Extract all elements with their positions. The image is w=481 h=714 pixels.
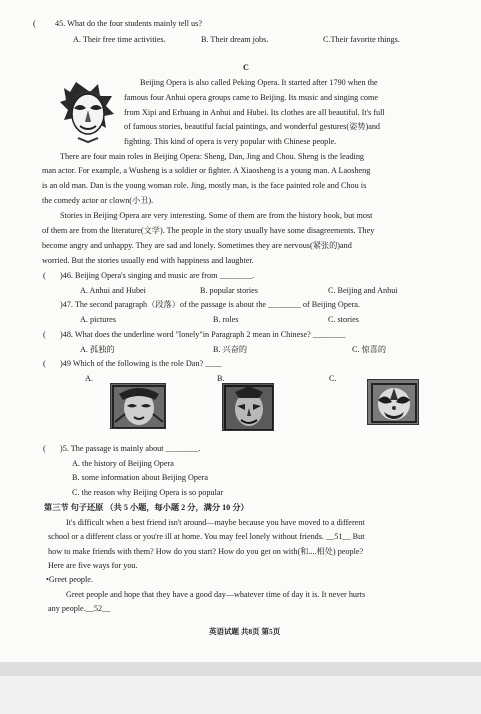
passage-p2-line: There are four main roles in Beijing Opera: Sheng, Dan, Jing and Chou. Sheng is the leading xyxy=(60,152,365,161)
q48-question: )48. What does the underline word "lonely"in Paragraph 2 mean in Chinese? ________ xyxy=(60,330,346,339)
q47-question: )47. The second paragraph（段落）of the passage is about the ________ of Beijing Opera. xyxy=(60,300,360,309)
passage-p1-line: fighting. This kind of opera is very popular with Chinese people. xyxy=(124,137,337,146)
opera-mask-icon xyxy=(56,78,120,144)
passage-p1-line: from Xipi and Erhuang in Anhui and Hubei. Its clothes are all beautiful. It's full xyxy=(124,108,385,117)
q45-option-b: B. Their dream jobs. xyxy=(201,35,269,44)
passage-p2-line: the comedy actor or clown(小丑). xyxy=(42,196,154,205)
tip-line: Greet people and hope that they have a good day—whatever time of day it is. It never hurts xyxy=(66,590,366,599)
section3-intro-line: Here are five ways for you. xyxy=(48,561,138,570)
q49-option-a: A. xyxy=(85,374,93,383)
q46-paren: ( xyxy=(43,271,46,280)
tip-line: any people.__52__ xyxy=(48,604,111,613)
opera-face-image-b xyxy=(222,383,274,431)
passage-p2-line: is an old man. Dan is the young woman role. Jing, mostly man, is the face painted role and Chou is xyxy=(42,181,367,190)
passage-p3-line: become angry and unhappy. They are sad and lonely. Sometimes they are nervous(紧张的)and xyxy=(42,241,352,250)
passage-p3-line: of them are from the literature(文学). The people in the story usually have some disagreements. They xyxy=(42,226,375,235)
q48-option-b: B. 兴奋的 xyxy=(213,345,248,354)
section3-heading: 第三节 句子还原 （共 5 小题，每小题 2 分，满分 10 分） xyxy=(44,503,249,512)
q45-paren: ( xyxy=(33,19,36,28)
q47-option-c: C. stories xyxy=(328,315,359,324)
q45-option-a: A. Their free time activities. xyxy=(73,35,166,44)
q46-option-c: C. Beijing and Anhui xyxy=(328,286,398,295)
q46-option-a: A. Anhui and Hubei xyxy=(80,286,146,295)
section3-intro-line: how to make friends with them? How do you start? How do you get on with(和....相处) people? xyxy=(48,547,364,556)
q45-option-c: C.Their favorite things. xyxy=(323,35,400,44)
passage-p1-line: Beijing Opera is also called Peking Opera. It started after 1790 when the xyxy=(140,78,378,87)
q46-option-b: B. popular stories xyxy=(200,286,258,295)
q47-option-a: A. pictures xyxy=(80,315,116,324)
q45-question: 45. What do the four students mainly tell us? xyxy=(55,19,202,28)
page-footer: 英语试题 共8页 第5页 xyxy=(209,627,281,636)
opera-face-image-c xyxy=(367,379,419,425)
q50-paren: ( xyxy=(43,444,46,453)
q47-option-b: B. roles xyxy=(213,315,239,324)
section3-intro-line: school or a different class or you're ill at home. You may feel lonely without friends. __51__ But xyxy=(48,532,365,541)
q46-question: )46. Beijing Opera's singing and music are from ________. xyxy=(60,271,255,280)
q50-option-a: A. the history of Beijing Opera xyxy=(72,459,174,468)
q49-option-c: C. xyxy=(329,374,337,383)
section-c-label: C xyxy=(243,63,249,72)
q50-option-c: C. the reason why Beijing Opera is so popular xyxy=(72,488,224,497)
q49-question: )49 Which of the following is the role Dan? ____ xyxy=(60,359,222,368)
passage-p2-line: man actor. For example, a Wusheng is a soldier or fighter. A Xiaosheng is a young man. A Laosheng xyxy=(42,166,371,175)
q50-question: )5. The passage is mainly about ________. xyxy=(60,444,201,453)
q50-option-b: B. some information about Beijing Opera xyxy=(72,473,208,482)
q48-option-a: A. 孤独的 xyxy=(80,345,115,354)
page-edge-shadow xyxy=(0,662,481,676)
q49-paren: ( xyxy=(43,359,46,368)
section3-intro-line: It's difficult when a best friend isn't around—maybe because you have moved to a different xyxy=(66,518,365,527)
passage-p3-line: worried. But the stories usually end with happiness and laughter. xyxy=(42,256,254,265)
q49-option-b: B. xyxy=(217,374,225,383)
passage-p1-line: famous four Anhui opera groups came to Beijing. Its music and singing come xyxy=(124,93,378,102)
passage-p1-line: of famous stories, beautiful facial paintings, and wonderful gestures(姿势)and xyxy=(124,122,381,131)
q48-option-c: C. 惊喜的 xyxy=(352,345,387,354)
tip-title: •Greet people. xyxy=(46,575,93,584)
opera-face-image-a xyxy=(110,383,166,429)
viewer-background xyxy=(0,676,481,714)
q48-paren: ( xyxy=(43,330,46,339)
passage-p3-line: Stories in Beijing Opera are very interesting. Some of them are from the history book, but most xyxy=(60,211,373,220)
